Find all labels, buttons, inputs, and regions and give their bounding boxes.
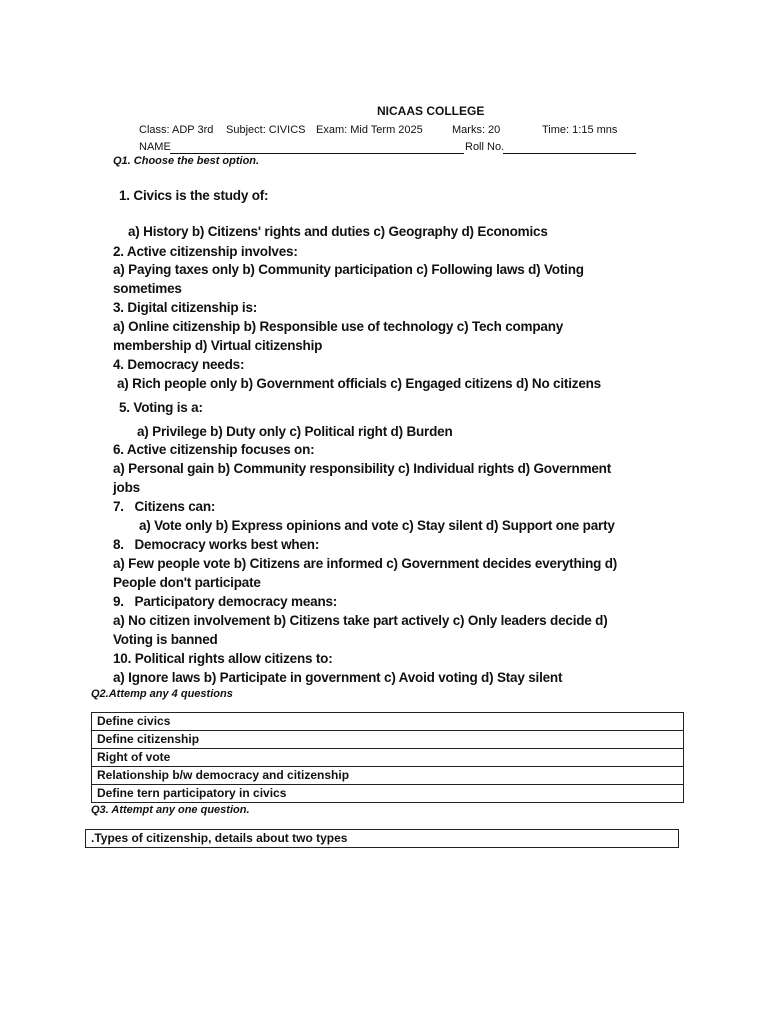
name-label: NAME <box>139 141 171 153</box>
q3-table <box>85 829 679 848</box>
question-line: 8. Democracy works best when: <box>113 537 320 552</box>
q1-instruction: Q1. Choose the best option. <box>113 155 260 167</box>
option-line: a) Ignore laws b) Participate in government c) Avoid voting d) Stay silent <box>113 670 563 685</box>
question-line: 5. Voting is a: <box>119 400 203 415</box>
college-title: NICAAS COLLEGE <box>377 104 485 118</box>
q2-instruction: Q2.Attemp any 4 questions <box>91 688 233 700</box>
table-cell: Right of vote <box>92 749 684 767</box>
question-line: 2. Active citizenship involves: <box>113 244 298 259</box>
option-line: membership d) Virtual citizenship <box>113 338 323 353</box>
table-row <box>86 830 679 848</box>
table-row <box>92 749 684 767</box>
table-cell: .Types of citizenship, details about two types <box>86 830 679 848</box>
q3-instruction: Q3. Attempt any one question. <box>91 804 250 816</box>
roll-label: Roll No. <box>465 141 505 153</box>
option-line: sometimes <box>113 281 182 296</box>
table-row <box>92 785 684 803</box>
option-line: jobs <box>113 480 140 495</box>
question-line: 7. Citizens can: <box>113 499 216 514</box>
subject-label: Subject: CIVICS <box>226 124 306 136</box>
question-line: 10. Political rights allow citizens to: <box>113 651 333 666</box>
option-line: a) Rich people only b) Government officials c) Engaged citizens d) No citizens <box>117 376 601 391</box>
table-cell: Relationship b/w democracy and citizenship <box>92 767 684 785</box>
question-line: 3. Digital citizenship is: <box>113 300 258 315</box>
option-line: Voting is banned <box>113 632 218 647</box>
time-label: Time: 1:15 mns <box>542 124 618 136</box>
option-line: a) Online citizenship b) Responsible use of technology c) Tech company <box>113 319 564 334</box>
question-line: 6. Active citizenship focuses on: <box>113 442 315 457</box>
table-cell: Define citizenship <box>92 731 684 749</box>
table-row <box>92 767 684 785</box>
exam-label: Exam: Mid Term 2025 <box>316 124 423 136</box>
option-line: a) Vote only b) Express opinions and vote c) Stay silent d) Support one party <box>139 518 615 533</box>
table-row <box>92 713 684 731</box>
option-line: a) No citizen involvement b) Citizens take part actively c) Only leaders decide d) <box>113 613 608 628</box>
question-line: 4. Democracy needs: <box>113 357 245 372</box>
option-line: a) Few people vote b) Citizens are informed c) Government decides everything d) <box>113 556 618 571</box>
q2-table <box>91 712 684 803</box>
option-line: People don't participate <box>113 575 261 590</box>
roll-blank-line <box>503 153 636 154</box>
question-line: 9. Participatory democracy means: <box>113 594 338 609</box>
table-row <box>92 731 684 749</box>
option-line: a) Paying taxes only b) Community participation c) Following laws d) Voting <box>113 262 584 277</box>
name-blank-line <box>170 153 464 154</box>
table-cell: Define civics <box>92 713 684 731</box>
class-label: Class: ADP 3rd <box>139 124 214 136</box>
table-cell: Define tern participatory in civics <box>92 785 684 803</box>
option-line: a) Privilege b) Duty only c) Political right d) Burden <box>137 424 453 439</box>
marks-label: Marks: 20 <box>452 124 501 136</box>
question-line: 1. Civics is the study of: <box>119 188 269 203</box>
option-line: a) Personal gain b) Community responsibility c) Individual rights d) Government <box>113 461 612 476</box>
option-line: a) History b) Citizens' rights and duties c) Geography d) Economics <box>128 224 548 239</box>
